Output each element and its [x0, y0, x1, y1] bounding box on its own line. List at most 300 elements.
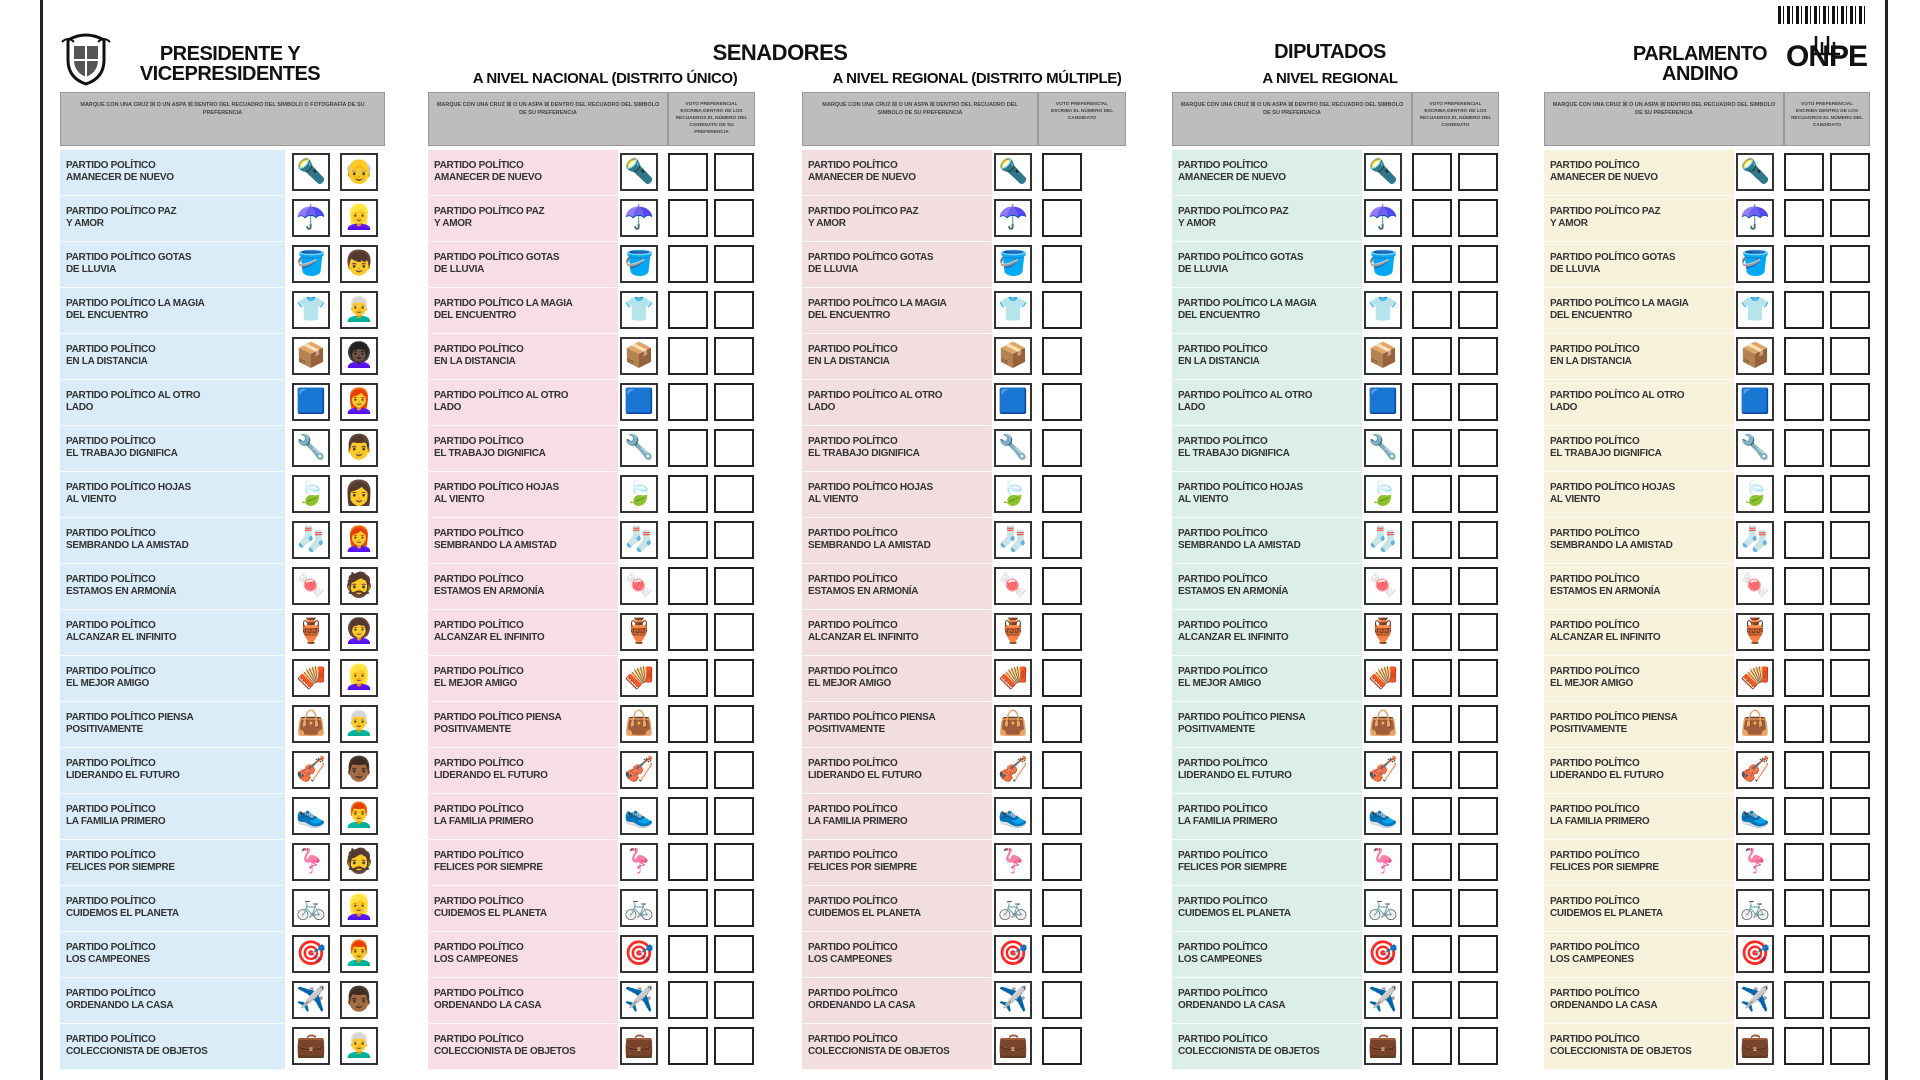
national-emblem-icon: [60, 30, 112, 86]
preferential-vote-box[interactable]: [1042, 153, 1082, 191]
party-symbol-box[interactable]: 🟦: [1736, 383, 1774, 421]
preferential-vote-box[interactable]: [1784, 245, 1824, 283]
preferential-vote-box[interactable]: [1784, 705, 1824, 743]
candidate-photo-box[interactable]: 🧔: [340, 843, 378, 881]
party-symbol-box[interactable]: 👟: [1364, 797, 1402, 835]
preferential-vote-box[interactable]: [1458, 199, 1498, 237]
preferential-vote-box[interactable]: [1830, 797, 1870, 835]
party-symbol-box[interactable]: 🦩: [1736, 843, 1774, 881]
preferential-vote-box[interactable]: [714, 797, 754, 835]
preferential-vote-box[interactable]: [668, 245, 708, 283]
party-symbol-box[interactable]: 🍬: [1364, 567, 1402, 605]
preferential-vote-box[interactable]: [1412, 1027, 1452, 1065]
candidate-photo-box[interactable]: 👨🏾: [340, 981, 378, 1019]
senadores-regional-party-row: [802, 380, 1028, 426]
party-symbol-box[interactable]: 👜: [620, 705, 658, 743]
party-symbol-box[interactable]: 👕: [292, 291, 330, 329]
preferential-vote-box[interactable]: [714, 567, 754, 605]
preferential-vote-box[interactable]: [1042, 843, 1082, 881]
preferential-vote-box[interactable]: [714, 705, 754, 743]
party-symbol-box[interactable]: 🟦: [292, 383, 330, 421]
preferential-vote-box[interactable]: [1784, 889, 1824, 927]
party-symbol-box[interactable]: 🪗: [1736, 659, 1774, 697]
candidate-photo-box[interactable]: 👦: [340, 245, 378, 283]
candidate-photo-box[interactable]: 👩🏿‍🦱: [340, 337, 378, 375]
preferential-vote-box[interactable]: [1784, 475, 1824, 513]
senadores-regional-party-row: [802, 518, 1028, 564]
preferential-vote-box[interactable]: [1412, 291, 1452, 329]
preferential-vote-box[interactable]: [668, 199, 708, 237]
preferential-vote-box[interactable]: [668, 751, 708, 789]
preferential-vote-box[interactable]: [1458, 337, 1498, 375]
preferential-vote-box[interactable]: [1784, 981, 1824, 1019]
party-symbol-box[interactable]: 👟: [292, 797, 330, 835]
candidate-photo-box[interactable]: 👱‍♀️: [340, 889, 378, 927]
party-symbol-box[interactable]: 🔧: [292, 429, 330, 467]
party-symbol-box[interactable]: 🦩: [1364, 843, 1402, 881]
preferential-vote-box[interactable]: [668, 1027, 708, 1065]
candidate-photo-box[interactable]: 👨‍🦳: [340, 1027, 378, 1065]
party-symbol-box[interactable]: 🔦: [292, 153, 330, 191]
party-symbol-box[interactable]: 📦: [292, 337, 330, 375]
preferential-vote-box[interactable]: [1412, 843, 1452, 881]
preferential-vote-box[interactable]: [714, 751, 754, 789]
party-symbol-box[interactable]: 🏺: [620, 613, 658, 651]
preferential-vote-box[interactable]: [668, 889, 708, 927]
party-name: PARTIDO POLÍTICO HOJAS AL VIENTO: [1178, 482, 1303, 505]
preferential-vote-box[interactable]: [1784, 521, 1824, 559]
preferential-vote-box[interactable]: [1412, 383, 1452, 421]
party-symbol-box[interactable]: 🎻: [1364, 751, 1402, 789]
preferential-vote-box[interactable]: [1458, 797, 1498, 835]
party-symbol-box[interactable]: 🚲: [620, 889, 658, 927]
party-symbol-box[interactable]: 👟: [1736, 797, 1774, 835]
party-symbol-box[interactable]: 🚲: [1736, 889, 1774, 927]
preferential-vote-box[interactable]: [714, 383, 754, 421]
preferential-vote-box[interactable]: [1458, 291, 1498, 329]
party-symbol-box[interactable]: 🪗: [292, 659, 330, 697]
party-symbol-box[interactable]: 📦: [1364, 337, 1402, 375]
party-symbol-box[interactable]: 🍃: [1736, 475, 1774, 513]
preferential-vote-box[interactable]: [1784, 843, 1824, 881]
party-name: PARTIDO POLÍTICO FELICES POR SIEMPRE: [808, 850, 917, 873]
preferential-vote-box[interactable]: [714, 521, 754, 559]
preferential-vote-box[interactable]: [668, 613, 708, 651]
party-name: PARTIDO POLÍTICO AMANECER DE NUEVO: [808, 160, 916, 183]
preferential-vote-box[interactable]: [1458, 935, 1498, 973]
preferential-vote-box[interactable]: [1412, 797, 1452, 835]
party-name: PARTIDO POLÍTICO COLECCIONISTA DE OBJETOS: [1550, 1034, 1692, 1057]
party-symbol-box[interactable]: 📦: [620, 337, 658, 375]
preferential-vote-box[interactable]: [668, 935, 708, 973]
presidente-party-row: [60, 886, 374, 932]
party-symbol-box[interactable]: 🎯: [994, 935, 1032, 973]
preferential-vote-box[interactable]: [1784, 659, 1824, 697]
party-symbol-box[interactable]: 🍬: [1736, 567, 1774, 605]
party-name: PARTIDO POLÍTICO LIDERANDO EL FUTURO: [1178, 758, 1292, 781]
party-symbol-box[interactable]: 🏺: [1364, 613, 1402, 651]
party-symbol-box[interactable]: 🧦: [620, 521, 658, 559]
party-name: PARTIDO POLÍTICO LA FAMILIA PRIMERO: [808, 804, 908, 827]
party-symbol-box[interactable]: 👕: [994, 291, 1032, 329]
senadores-nacional-party-row: [428, 518, 654, 564]
preferential-vote-box[interactable]: [1412, 429, 1452, 467]
party-symbol-box[interactable]: 🪣: [1736, 245, 1774, 283]
preferential-vote-box[interactable]: [714, 153, 754, 191]
party-symbol-box[interactable]: 🔦: [1736, 153, 1774, 191]
preferential-vote-box[interactable]: [1412, 659, 1452, 697]
preferential-vote-box[interactable]: [1784, 797, 1824, 835]
party-symbol-box[interactable]: 🏺: [292, 613, 330, 651]
party-symbol-box[interactable]: 🎻: [1736, 751, 1774, 789]
party-symbol-box[interactable]: 🏺: [994, 613, 1032, 651]
preferential-vote-box[interactable]: [1784, 337, 1824, 375]
party-symbol-box[interactable]: 🍃: [1364, 475, 1402, 513]
presidente-title: PRESIDENTE Y VICEPRESIDENTES: [139, 43, 321, 85]
party-symbol-box[interactable]: 📦: [994, 337, 1032, 375]
party-symbol-box[interactable]: 🟦: [1364, 383, 1402, 421]
candidate-photo-box[interactable]: 👩: [340, 475, 378, 513]
presidente-party-row: [60, 472, 374, 518]
party-symbol-box[interactable]: 🍃: [292, 475, 330, 513]
parlamento-party-row: [1544, 472, 1770, 518]
preferential-vote-box[interactable]: [668, 337, 708, 375]
preferential-vote-box[interactable]: [1830, 199, 1870, 237]
preferential-vote-box[interactable]: [1042, 705, 1082, 743]
party-symbol-box[interactable]: 💼: [292, 1027, 330, 1065]
party-name: PARTIDO POLÍTICO HOJAS AL VIENTO: [1550, 482, 1675, 505]
party-symbol-box[interactable]: 💼: [620, 1027, 658, 1065]
preferential-vote-box[interactable]: [1830, 475, 1870, 513]
preferential-vote-box[interactable]: [1784, 383, 1824, 421]
preferential-vote-box[interactable]: [1830, 705, 1870, 743]
party-symbol-box[interactable]: 🎯: [620, 935, 658, 973]
candidate-photo-box[interactable]: 👨‍🦰: [340, 935, 378, 973]
candidate-photo-box[interactable]: 👨‍🦳: [340, 705, 378, 743]
party-symbol-box[interactable]: 🧦: [1736, 521, 1774, 559]
party-symbol-box[interactable]: ✈️: [292, 981, 330, 1019]
party-symbol-box[interactable]: 🍬: [292, 567, 330, 605]
preferential-vote-box[interactable]: [1458, 521, 1498, 559]
party-symbol-box[interactable]: 🎯: [1364, 935, 1402, 973]
preferential-vote-box[interactable]: [1830, 935, 1870, 973]
party-symbol-box[interactable]: 👕: [1364, 291, 1402, 329]
candidate-photo-box[interactable]: 👨: [340, 429, 378, 467]
preferential-vote-box[interactable]: [1412, 567, 1452, 605]
preferential-vote-box[interactable]: [668, 521, 708, 559]
candidate-photo-box[interactable]: 🧔: [340, 567, 378, 605]
party-symbol-box[interactable]: 💼: [1736, 1027, 1774, 1065]
preferential-vote-box[interactable]: [668, 291, 708, 329]
preferential-vote-box[interactable]: [668, 843, 708, 881]
party-symbol-box[interactable]: 🦩: [620, 843, 658, 881]
presidente-party-row: [60, 702, 374, 748]
preferential-vote-box[interactable]: [1412, 751, 1452, 789]
preferential-vote-box[interactable]: [1042, 1027, 1082, 1065]
party-symbol-box[interactable]: 🍬: [994, 567, 1032, 605]
preferential-vote-box[interactable]: [1784, 935, 1824, 973]
senadores-regional-party-row: [802, 426, 1028, 472]
party-name: PARTIDO POLÍTICO LA FAMILIA PRIMERO: [1178, 804, 1278, 827]
preferential-vote-box[interactable]: [1458, 705, 1498, 743]
preferential-vote-box[interactable]: [1830, 843, 1870, 881]
party-symbol-box[interactable]: 👜: [1736, 705, 1774, 743]
preferential-vote-box[interactable]: [714, 429, 754, 467]
preferential-vote-box[interactable]: [1458, 1027, 1498, 1065]
party-name: PARTIDO POLÍTICO PIENSA POSITIVAMENTE: [1178, 712, 1306, 735]
party-name: PARTIDO POLÍTICO PIENSA POSITIVAMENTE: [66, 712, 194, 735]
senadores-title: SENADORES: [712, 40, 848, 65]
preferential-vote-box[interactable]: [1784, 199, 1824, 237]
party-symbol-box[interactable]: 🔦: [620, 153, 658, 191]
preferential-vote-box[interactable]: [1412, 935, 1452, 973]
preferential-vote-box[interactable]: [1412, 199, 1452, 237]
preferential-vote-box[interactable]: [1830, 567, 1870, 605]
party-symbol-box[interactable]: 🪣: [994, 245, 1032, 283]
party-symbol-box[interactable]: 🧦: [1364, 521, 1402, 559]
preferential-vote-box[interactable]: [1458, 751, 1498, 789]
preferential-vote-box[interactable]: [1042, 797, 1082, 835]
party-symbol-box[interactable]: 🏺: [1736, 613, 1774, 651]
senadores-regional-party-row: [802, 978, 1028, 1024]
preferential-vote-box[interactable]: [1412, 153, 1452, 191]
senadores-nacional-party-row: [428, 472, 654, 518]
preferential-vote-box[interactable]: [714, 1027, 754, 1065]
preferential-vote-box[interactable]: [1784, 291, 1824, 329]
parlamento-party-row: [1544, 748, 1770, 794]
party-symbol-box[interactable]: ✈️: [1736, 981, 1774, 1019]
party-symbol-box[interactable]: ✈️: [1364, 981, 1402, 1019]
party-name: PARTIDO POLÍTICO PAZ Y AMOR: [434, 206, 545, 229]
preferential-vote-box[interactable]: [668, 475, 708, 513]
party-symbol-box[interactable]: 🔧: [620, 429, 658, 467]
party-symbol-box[interactable]: ☂️: [994, 199, 1032, 237]
preferential-vote-box[interactable]: [714, 245, 754, 283]
preferential-vote-box[interactable]: [1412, 889, 1452, 927]
senadores-nacional-subtitle: A NIVEL NACIONAL (DISTRITO ÚNICO): [472, 70, 738, 87]
preferential-vote-box[interactable]: [1042, 521, 1082, 559]
preferential-vote-box[interactable]: [1458, 659, 1498, 697]
preferential-vote-box[interactable]: [1412, 981, 1452, 1019]
party-symbol-box[interactable]: 🧦: [994, 521, 1032, 559]
party-symbol-box[interactable]: 🎯: [292, 935, 330, 973]
preferential-vote-box[interactable]: [1042, 475, 1082, 513]
preferential-vote-box[interactable]: [1830, 337, 1870, 375]
preferential-vote-box[interactable]: [1412, 245, 1452, 283]
senadores-nacional-party-row: [428, 242, 654, 288]
preferential-vote-box[interactable]: [1830, 1027, 1870, 1065]
party-symbol-box[interactable]: ☂️: [1736, 199, 1774, 237]
preferential-vote-box[interactable]: [1458, 567, 1498, 605]
party-symbol-box[interactable]: 🎻: [994, 751, 1032, 789]
senadores-regional-party-row: [802, 794, 1028, 840]
preferential-vote-box[interactable]: [668, 797, 708, 835]
candidate-photo-box[interactable]: 👴: [340, 153, 378, 191]
party-name: PARTIDO POLÍTICO ALCANZAR EL INFINITO: [1550, 620, 1661, 643]
preferential-vote-box[interactable]: [1458, 981, 1498, 1019]
preferential-vote-box[interactable]: [714, 613, 754, 651]
preferential-vote-box[interactable]: [668, 153, 708, 191]
preferential-vote-box[interactable]: [1042, 981, 1082, 1019]
party-symbol-box[interactable]: 🦩: [994, 843, 1032, 881]
party-symbol-box[interactable]: 🪗: [1364, 659, 1402, 697]
preferential-vote-box[interactable]: [1784, 567, 1824, 605]
preferential-vote-box[interactable]: [714, 475, 754, 513]
preferential-vote-box[interactable]: [714, 843, 754, 881]
preferential-vote-box[interactable]: [1042, 429, 1082, 467]
party-symbol-box[interactable]: 🔧: [994, 429, 1032, 467]
preferential-vote-box[interactable]: [714, 889, 754, 927]
preferential-vote-box[interactable]: [1830, 153, 1870, 191]
preferential-vote-box[interactable]: [668, 981, 708, 1019]
party-symbol-box[interactable]: 🔧: [1736, 429, 1774, 467]
preferential-vote-box[interactable]: [1042, 337, 1082, 375]
preferential-vote-box[interactable]: [668, 383, 708, 421]
preferential-vote-box[interactable]: [1042, 889, 1082, 927]
party-symbol-box[interactable]: 👟: [994, 797, 1032, 835]
candidate-photo-box[interactable]: 👱‍♀️: [340, 659, 378, 697]
preferential-vote-box[interactable]: [1412, 475, 1452, 513]
party-symbol-box[interactable]: ☂️: [292, 199, 330, 237]
preferential-vote-box[interactable]: [714, 935, 754, 973]
preferential-vote-box[interactable]: [1412, 705, 1452, 743]
preferential-vote-box[interactable]: [1458, 153, 1498, 191]
party-name: PARTIDO POLÍTICO LA FAMILIA PRIMERO: [66, 804, 166, 827]
party-symbol-box[interactable]: 🦩: [292, 843, 330, 881]
preferential-vote-box[interactable]: [1830, 245, 1870, 283]
preferential-vote-box[interactable]: [1784, 751, 1824, 789]
preferential-vote-box[interactable]: [1458, 613, 1498, 651]
preferential-vote-box[interactable]: [714, 199, 754, 237]
preferential-vote-box[interactable]: [668, 567, 708, 605]
party-symbol-box[interactable]: 👟: [620, 797, 658, 835]
party-symbol-box[interactable]: 👕: [620, 291, 658, 329]
preferential-vote-box[interactable]: [1042, 291, 1082, 329]
party-symbol-box[interactable]: 🍃: [620, 475, 658, 513]
party-symbol-box[interactable]: 🟦: [620, 383, 658, 421]
preferential-vote-box[interactable]: [714, 981, 754, 1019]
senadores-nacional-party-row: [428, 426, 654, 472]
preferential-vote-box[interactable]: [1784, 429, 1824, 467]
party-symbol-box[interactable]: ✈️: [994, 981, 1032, 1019]
preferential-vote-box[interactable]: [1458, 475, 1498, 513]
party-name: PARTIDO POLÍTICO SEMBRANDO LA AMISTAD: [1178, 528, 1301, 551]
party-name: PARTIDO POLÍTICO LIDERANDO EL FUTURO: [1550, 758, 1664, 781]
party-symbol-box[interactable]: 🔦: [994, 153, 1032, 191]
party-symbol-box[interactable]: 🔦: [1364, 153, 1402, 191]
preferential-vote-box[interactable]: [1412, 613, 1452, 651]
party-symbol-box[interactable]: 🧦: [292, 521, 330, 559]
party-symbol-box[interactable]: 🪗: [620, 659, 658, 697]
party-name: PARTIDO POLÍTICO EL TRABAJO DIGNIFICA: [1178, 436, 1290, 459]
preferential-vote-box[interactable]: [1458, 383, 1498, 421]
party-name: PARTIDO POLÍTICO GOTAS DE LLUVIA: [1178, 252, 1304, 275]
preferential-vote-box[interactable]: [1830, 889, 1870, 927]
preferential-vote-box[interactable]: [668, 659, 708, 697]
preferential-vote-box[interactable]: [1042, 935, 1082, 973]
candidate-photo-box[interactable]: 👩‍🦰: [340, 521, 378, 559]
party-symbol-box[interactable]: 🎻: [620, 751, 658, 789]
party-symbol-box[interactable]: 🍬: [620, 567, 658, 605]
preferential-vote-box[interactable]: [1784, 153, 1824, 191]
party-symbol-box[interactable]: 🎯: [1736, 935, 1774, 973]
preferential-vote-box[interactable]: [714, 291, 754, 329]
candidate-photo-box[interactable]: 👩‍🦰: [340, 383, 378, 421]
party-symbol-box[interactable]: 👜: [994, 705, 1032, 743]
senadores-nacional-party-row: [428, 288, 654, 334]
preferential-vote-box[interactable]: [1830, 659, 1870, 697]
preferential-vote-box[interactable]: [1830, 613, 1870, 651]
party-symbol-box[interactable]: 🚲: [994, 889, 1032, 927]
party-symbol-box[interactable]: 🚲: [292, 889, 330, 927]
preferential-vote-box[interactable]: [668, 705, 708, 743]
preferential-vote-box[interactable]: [1042, 567, 1082, 605]
candidate-photo-box[interactable]: 👨‍🦰: [340, 797, 378, 835]
preferential-vote-box[interactable]: [668, 429, 708, 467]
party-symbol-box[interactable]: 💼: [1364, 1027, 1402, 1065]
preferential-vote-box[interactable]: [714, 337, 754, 375]
preferential-vote-box[interactable]: [1458, 843, 1498, 881]
party-symbol-box[interactable]: ☂️: [620, 199, 658, 237]
preferential-vote-box[interactable]: [1042, 751, 1082, 789]
preferential-vote-box[interactable]: [1042, 613, 1082, 651]
preferential-vote-box[interactable]: [1830, 521, 1870, 559]
party-symbol-box[interactable]: 🍃: [994, 475, 1032, 513]
preferential-vote-box[interactable]: [1042, 199, 1082, 237]
preferential-vote-box[interactable]: [1458, 245, 1498, 283]
party-symbol-box[interactable]: 🎻: [292, 751, 330, 789]
presidente-party-row: [60, 656, 374, 702]
party-symbol-box[interactable]: 👜: [292, 705, 330, 743]
party-symbol-box[interactable]: 🪣: [620, 245, 658, 283]
diputados-party-row: [1172, 886, 1398, 932]
party-symbol-box[interactable]: 🔧: [1364, 429, 1402, 467]
preferential-vote-box[interactable]: [1784, 1027, 1824, 1065]
party-symbol-box[interactable]: 🪗: [994, 659, 1032, 697]
party-symbol-box[interactable]: ✈️: [620, 981, 658, 1019]
preferential-vote-box[interactable]: [1830, 383, 1870, 421]
party-symbol-box[interactable]: 👕: [1736, 291, 1774, 329]
party-name: PARTIDO POLÍTICO ORDENANDO LA CASA: [808, 988, 916, 1011]
party-symbol-box[interactable]: 💼: [994, 1027, 1032, 1065]
preferential-vote-box[interactable]: [1042, 245, 1082, 283]
party-symbol-box[interactable]: 📦: [1736, 337, 1774, 375]
preferential-vote-box[interactable]: [1042, 383, 1082, 421]
candidate-photo-box[interactable]: 👨🏾: [340, 751, 378, 789]
preferential-vote-box[interactable]: [1412, 337, 1452, 375]
preferential-vote-box[interactable]: [1830, 981, 1870, 1019]
preferential-vote-box[interactable]: [1412, 521, 1452, 559]
preferential-vote-box[interactable]: [1784, 613, 1824, 651]
candidate-photo-box[interactable]: 👱‍♀️: [340, 199, 378, 237]
party-symbol-box[interactable]: 🪣: [1364, 245, 1402, 283]
preferential-vote-box[interactable]: [1830, 751, 1870, 789]
party-symbol-box[interactable]: ☂️: [1364, 199, 1402, 237]
party-symbol-box[interactable]: 🪣: [292, 245, 330, 283]
preferential-vote-box[interactable]: [1830, 291, 1870, 329]
candidate-photo-box[interactable]: 👨‍🦳: [340, 291, 378, 329]
preferential-vote-box[interactable]: [1458, 429, 1498, 467]
candidate-photo-box[interactable]: 👩‍🦱: [340, 613, 378, 651]
party-symbol-box[interactable]: 👜: [1364, 705, 1402, 743]
preferential-vote-box[interactable]: [1042, 659, 1082, 697]
preferential-vote-box[interactable]: [1830, 429, 1870, 467]
party-symbol-box[interactable]: 🟦: [994, 383, 1032, 421]
preferential-vote-box[interactable]: [714, 659, 754, 697]
party-symbol-box[interactable]: 🚲: [1364, 889, 1402, 927]
party-name: PARTIDO POLÍTICO EL MEJOR AMIGO: [808, 666, 898, 689]
preferential-vote-box[interactable]: [1458, 889, 1498, 927]
